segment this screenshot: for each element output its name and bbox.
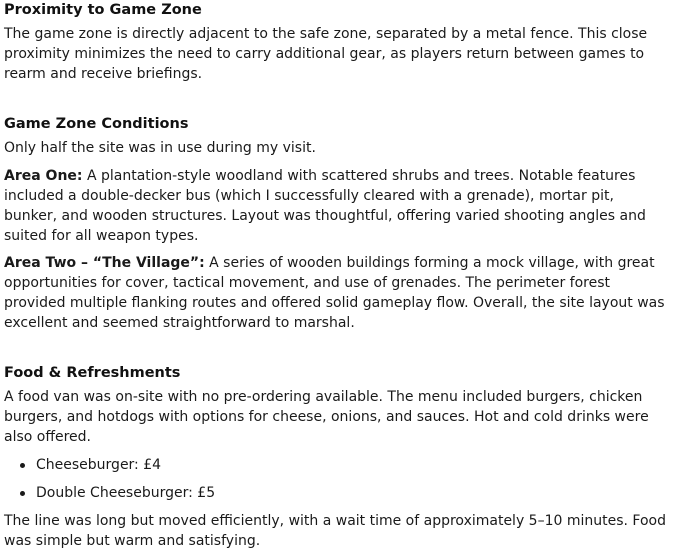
proximity-paragraph: The game zone is directly adjacent to the safe zone, separated by a metal fence. This close proximity minimizes the need to carry additional gear, as players return between games to rearm and receive briefings. (4, 26, 648, 82)
food-outro: The line was long but moved efficiently, with a wait time of approximately 5–10 minutes. Food was simple but warm and satisfying. (4, 513, 666, 549)
menu-price-list (4, 455, 670, 511)
list-item: Cheeseburger: £4 (4, 455, 670, 483)
food-intro: A food van was on-site with no pre-ordering available. The menu included burgers, chicken burgers, and hotdogs with options for cheese, onions, and sauces. Hot and cold drinks were also offered. (4, 389, 649, 445)
food-heading: Food & Refreshments (4, 365, 181, 381)
area-two-text: A series of wooden buildings forming a mock village, with great opportunities for cover, tactical movement, and use of grenades. The perimeter forest provided multiple flanking routes and offered solid gameplay flow. Overall, the site layout was excellent and seemed straightforward to marshal. (4, 255, 665, 331)
area-one-paragraph (4, 166, 670, 246)
area-one-text: A plantation-style woodland with scattered shrubs and trees. Notable features included a double-decker bus (which I successfully cleared with a grenade), mortar pit, bunker, and wooden structures. Layout was thoughtful, offering varied shooting angles and suited for all weapon types. (4, 168, 646, 244)
area-two-label: Area Two – “The Village”: (4, 255, 205, 271)
conditions-heading: Game Zone Conditions (4, 116, 189, 132)
area-two-paragraph (4, 253, 670, 333)
list-item: Double Cheeseburger: £5 (4, 483, 670, 511)
proximity-heading: Proximity to Game Zone (4, 2, 202, 18)
area-one-label: Area One: (4, 168, 83, 184)
conditions-intro: Only half the site was in use during my visit. (4, 140, 316, 156)
